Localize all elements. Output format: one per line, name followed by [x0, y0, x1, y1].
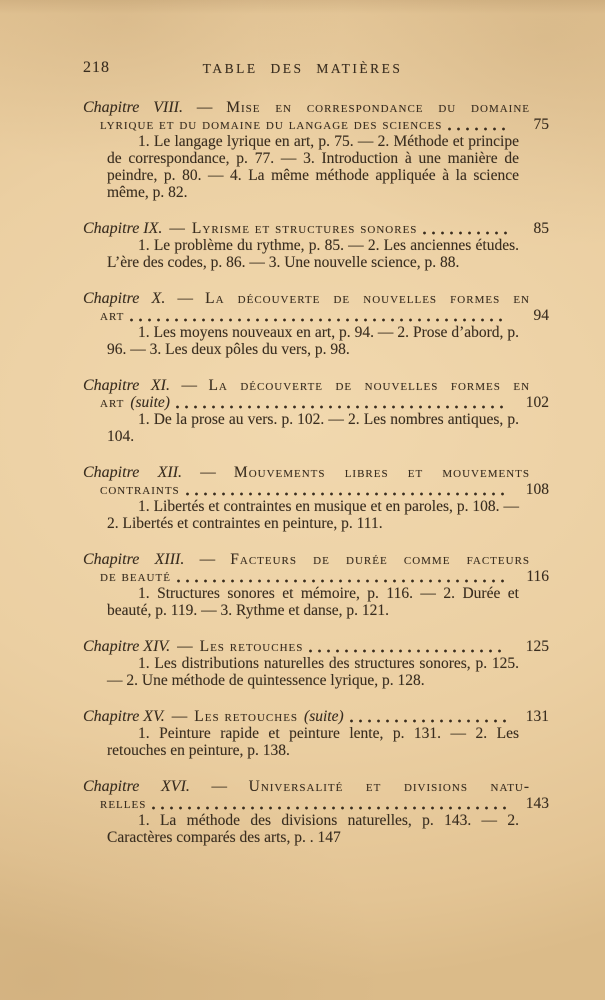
- chapter-title-continuation: de beauté: [100, 568, 171, 585]
- chapter-title: Les retouches: [194, 708, 299, 725]
- chapter-heading-line1: [83, 778, 530, 795]
- chapter-page-number: 75: [533, 116, 549, 133]
- dot-leader: [186, 492, 507, 496]
- chapter-heading-line1: [83, 220, 549, 237]
- chapter-title: La découverte de nouvelles formes en: [208, 377, 531, 394]
- chapter-page-number: 85: [533, 220, 549, 237]
- chapter-page-number: 94: [533, 307, 549, 324]
- chapter-title: Mise en correspondance du domaine: [226, 99, 530, 116]
- toc-entry-ch10: [83, 290, 549, 358]
- chapter-heading-line1: [83, 708, 549, 725]
- chapter-heading-line2: [83, 568, 549, 585]
- chapter-heading-line2: [83, 116, 549, 133]
- chapter-label: Chapitre XIII.: [83, 551, 185, 568]
- chapter-title-continuation: art: [100, 394, 125, 411]
- running-title: TABLE DES MATIÈRES: [202, 61, 403, 76]
- chapter-sections: 1. Les distributions naturelles des structures sonores, p. 125. — 2. Une méthode de quintessence lyrique, p. 128.: [107, 655, 519, 689]
- page-header: [83, 59, 549, 77]
- em-dash: —: [199, 551, 216, 568]
- chapter-heading-line1: [83, 290, 530, 307]
- toc-entry-ch15: [83, 708, 549, 759]
- chapter-heading-line2: [83, 307, 549, 324]
- toc-entry-ch14: [83, 638, 549, 689]
- chapter-label: Chapitre IX.: [83, 220, 163, 237]
- chapter-sections: 1. Structures sonores et mémoire, p. 116. — 2. Durée et beauté, p. 119. — 3. Rythme et danse, p. 121.: [107, 585, 519, 619]
- chapter-label: Chapitre XV.: [83, 708, 165, 725]
- em-dash: —: [211, 778, 228, 795]
- chapter-page-number: 108: [525, 481, 549, 498]
- em-dash: —: [200, 464, 216, 481]
- toc-entry-ch9: [83, 220, 549, 271]
- suite-marker: (suite): [304, 708, 344, 725]
- chapter-label: Chapitre VIII.: [83, 99, 184, 116]
- chapter-title-continuation: art: [100, 307, 125, 324]
- em-dash: —: [196, 99, 213, 116]
- chapter-page-number: 116: [526, 568, 549, 585]
- em-dash: —: [169, 220, 185, 237]
- chapter-page-number: 143: [525, 795, 549, 812]
- chapter-sections: 1. De la prose au vers. p. 102. — 2. Les nombres antiques, p. 104.: [107, 411, 519, 445]
- chapter-label: Chapitre XIV.: [83, 638, 171, 655]
- em-dash: —: [171, 708, 188, 725]
- chapter-sections: 1. Les moyens nouveaux en art, p. 94. — 2. Prose d’abord, p. 96. — 3. Les deux pôles du vers, p. 98.: [107, 324, 519, 358]
- chapter-title: Lyrisme et structures sonores: [191, 220, 418, 237]
- toc-entry-ch12: [83, 464, 549, 532]
- chapter-sections: 1. Peinture rapide et peinture lente, p. 131. — 2. Les retouches en peinture, p. 138.: [107, 725, 519, 759]
- dot-leader: [448, 127, 507, 131]
- toc-entry-ch11: [83, 377, 549, 445]
- chapter-sections: 1. Le problème du rythme, p. 85. — 2. Les anciennes études. L’ère des codes, p. 86. — 3. Une nouvelle science, p. 88.: [107, 237, 519, 271]
- em-dash: —: [177, 290, 193, 307]
- dot-leader: [176, 405, 507, 409]
- chapter-label: Chapitre XVI.: [83, 778, 190, 795]
- chapter-page-number: 102: [525, 394, 549, 411]
- dot-leader: [423, 231, 507, 235]
- chapter-heading-line2: [83, 795, 549, 812]
- dot-leader: [177, 579, 507, 583]
- chapter-page-number: 125: [525, 638, 549, 655]
- chapter-heading-line1: [83, 377, 530, 394]
- chapter-heading-line1: [83, 551, 530, 568]
- toc-entry-ch16: [83, 778, 549, 846]
- toc-entry-ch13: [83, 551, 549, 619]
- chapter-label: Chapitre XII.: [83, 464, 183, 481]
- chapter-sections: 1. Le langage lyrique en art, p. 75. — 2. Méthode et principe de correspondance, p. 77. — 3. Introduction à une manière de peindre, p. 80. — 4. La même méthode appliquée à la science même, p. 82.: [107, 133, 519, 201]
- suite-marker: (suite): [130, 394, 170, 411]
- chapter-heading-line1: [83, 638, 549, 655]
- dot-leader: [309, 649, 507, 653]
- chapter-title-continuation: lyrique et du domaine du langage des sciences: [100, 116, 443, 133]
- chapter-sections: 1. Libertés et contraintes en musique et en paroles, p. 108. — 2. Libertés et contraintes en peinture, p. 111.: [107, 498, 519, 532]
- chapter-title: La découverte de nouvelles formes en: [205, 290, 530, 307]
- chapter-sections: 1. La méthode des divisions naturelles, p. 143. — 2. Caractères comparés des arts, p. . 147: [107, 812, 519, 846]
- chapter-title: Facteurs de durée comme facteurs: [230, 551, 531, 568]
- chapter-heading-line1: [83, 99, 530, 116]
- chapter-label: Chapitre X.: [83, 290, 166, 307]
- chapter-heading-line1: [83, 464, 530, 481]
- toc-entry-ch8: [83, 99, 549, 201]
- chapter-title: Mouvements libres et mouvements: [233, 464, 531, 481]
- dot-leader: [130, 318, 507, 322]
- chapter-title-continuation: relles: [100, 795, 147, 812]
- folio-number: 218: [83, 59, 110, 76]
- dot-leader: [350, 719, 507, 723]
- chapter-title: Les retouches: [199, 638, 304, 655]
- chapter-title: Universalité et divisions natu-: [248, 778, 531, 795]
- chapter-page-number: 131: [525, 708, 549, 725]
- chapter-label: Chapitre XI.: [83, 377, 170, 394]
- chapter-heading-line2: [83, 481, 549, 498]
- em-dash: —: [181, 377, 197, 394]
- dot-leader: [152, 806, 507, 810]
- chapter-heading-line2: [83, 394, 549, 411]
- em-dash: —: [177, 638, 193, 655]
- chapter-title-continuation: contraints: [100, 481, 180, 498]
